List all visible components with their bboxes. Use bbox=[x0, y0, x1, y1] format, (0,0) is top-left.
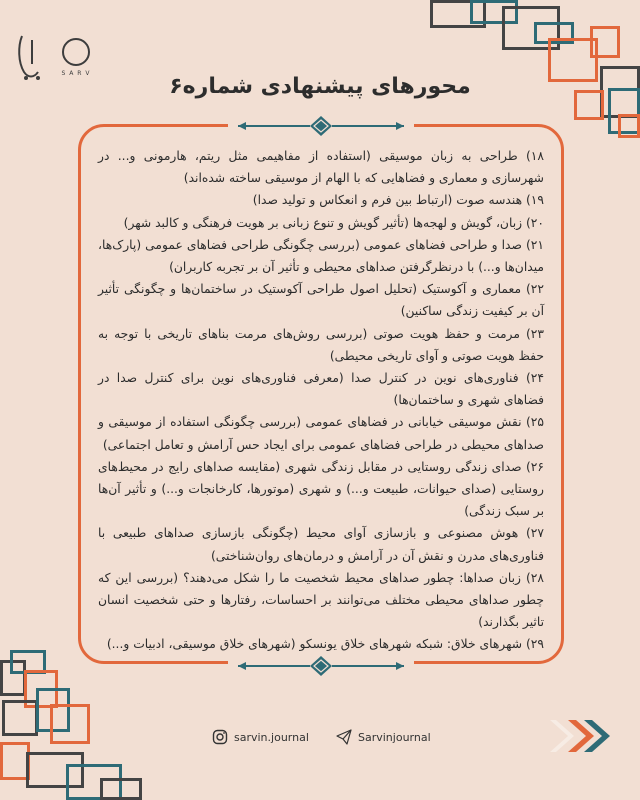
instagram-link[interactable] bbox=[212, 726, 309, 748]
list-item: ۲۶) صدای زندگی روستایی در مقابل زندگی شهری (مقایسه صداهای رایج در محیط‌های روستایی (صدای حیوانات، طبیعت و...) و شهری (موتورها، کارخانجات و...) و تأثیر آن‌ها بر سبک زندگی) bbox=[98, 459, 544, 519]
list-item: ۲۷) هوش مصنوعی و بازسازی آوای محیط (چگونگی بازسازی صداهای طبیعی با فناوری‌های مدرن و نقش آن در آرامش و درمان‌های روان‌شناختی) bbox=[98, 526, 544, 563]
list-item: ۲۱) صدا و طراحی فضاهای عمومی (بررسی چگونگی طراحی فضاهای عمومی (پارک‌ها، میدان‌ها و...) با درنظرگرفتن صداهای محیطی و تأثیر آن بر تجربه کاربران) bbox=[98, 237, 544, 275]
list-item: ۲۸) زبان صداها: چطور صداهای محیط شخصیت ما را شکل می‌دهند؟ (بررسی این که چطور صداهای محیطی مختلف می‌توانند بر احساسات، رفتارها و حتی شخصیت انسان تاثیر بگذارند) bbox=[98, 570, 544, 630]
chevron-arrows-icon bbox=[548, 716, 610, 756]
sarv-logo-label: S A R V bbox=[61, 70, 91, 77]
frame-ornament-bottom-icon bbox=[78, 654, 564, 678]
list-item: ۲۰) زبان، گویش و لهجه‌ها (تأثیر گویش و تنوع زبانی بر هویت فرهنگی و کالبد شهر) bbox=[123, 215, 544, 230]
list-item: ۲۵) نقش موسیقی خیابانی در فضاهای عمومی (بررسی چگونگی استفاده از موسیقی و صداهای محیطی در طراحی فضاهای عمومی برای ایجاد حس آرامش و تعامل اجتماعی) bbox=[98, 415, 544, 452]
telegram-link[interactable] bbox=[336, 726, 431, 748]
list-item: ۲۳) مرمت و حفظ هویت صوتی (بررسی روش‌های مرمت بناهای تاریخی با توجه به حفظ هویت صوتی و آوای تاریخی محیطی) bbox=[98, 326, 544, 363]
telegram-icon bbox=[336, 729, 352, 745]
list-item: ۲۲) معماری و آکوستیک (تحلیل اصول طراحی آکوستیک در ساختمان‌ها و چگونگی تأثیر آن بر کیفیت زندگی ساکنین) bbox=[98, 282, 544, 319]
sarv-logo-icon bbox=[62, 38, 90, 66]
frame-ornament-top-icon bbox=[78, 114, 564, 138]
list-item: ۱۹) هندسه صوت (ارتباط بین فرم و انعکاس و تولید صدا) bbox=[252, 193, 544, 208]
instagram-handle: sarvin.journal bbox=[234, 730, 309, 744]
page-title: محورهای پیشنهادی شماره۶ bbox=[169, 74, 471, 99]
telegram-handle: Sarvinjournal bbox=[358, 730, 431, 744]
instagram-icon bbox=[212, 729, 228, 745]
list-item: ۲۹) شهرهای خلاق: شبکه شهرهای خلاق یونسکو (شهرهای خلاق موسیقی، ادبیات و...) bbox=[106, 637, 544, 652]
list-item: ۱۸) طراحی به زبان موسیقی (استفاده از مفاهیمی مثل ریتم، هارمونی و... در شهرسازی و معماری و فضاهایی که با الهام از موسیقی ساخته شده‌اند) bbox=[98, 149, 544, 186]
topics-list bbox=[98, 145, 544, 656]
list-item: ۲۴) فناوری‌های نوین در کنترل صدا (معرفی فناوری‌های نوین برای کنترل صدا در فضاهای شهری و ساختمان‌ها) bbox=[98, 371, 544, 408]
